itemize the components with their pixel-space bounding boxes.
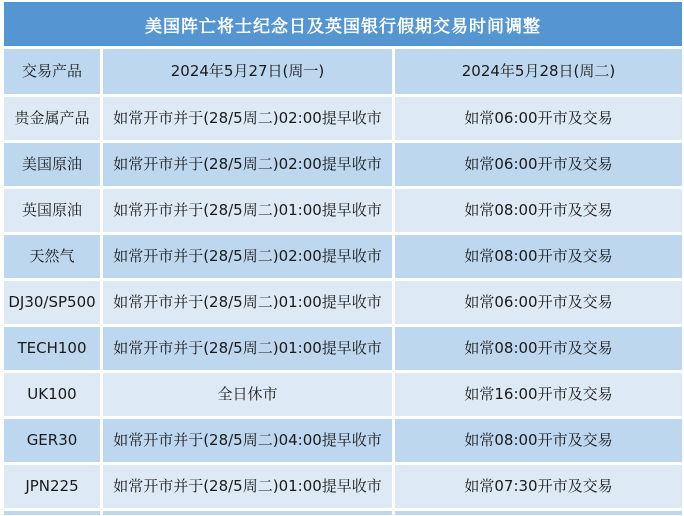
table-title: 美国阵亡将士纪念日及英国银行假期交易时间调整 <box>4 2 682 46</box>
product-cell: UK100 <box>4 373 100 416</box>
table-row-uk-oil <box>4 189 682 232</box>
monday-cell: 如常开市并于(28/5周二)01:00提早收市 <box>103 281 392 324</box>
product-cell: JPN225 <box>4 465 100 508</box>
product-cell: DJ30/SP500 <box>4 281 100 324</box>
table-row-us-oil <box>4 143 682 186</box>
product-cell: TECH100 <box>4 327 100 370</box>
table-header-row <box>4 49 682 94</box>
table-row-precious-metals <box>4 97 682 140</box>
table-row-ger30 <box>4 419 682 462</box>
table-row-jpn225 <box>4 465 682 508</box>
monday-cell: 如常开市并于(28/5周二)01:00提早收市 <box>103 465 392 508</box>
tuesday-cell: 如常06:00开市及交易 <box>395 97 682 140</box>
cutoff-next-row <box>4 511 682 515</box>
monday-cell: 如常开市并于(28/5周二)02:00提早收市 <box>103 97 392 140</box>
product-cell: 贵金属产品 <box>4 97 100 140</box>
tuesday-cell: 如常08:00开市及交易 <box>395 235 682 278</box>
table-row-natural-gas <box>4 235 682 278</box>
tuesday-cell: 如常08:00开市及交易 <box>395 189 682 232</box>
monday-cell: 如常开市并于(28/5周二)02:00提早收市 <box>103 235 392 278</box>
trading-hours-table <box>4 2 682 515</box>
product-cell: 美国原油 <box>4 143 100 186</box>
tuesday-cell: 如常07:30开市及交易 <box>395 465 682 508</box>
product-cell: 天然气 <box>4 235 100 278</box>
monday-cell: 如常开市并于(28/5周二)01:00提早收市 <box>103 327 392 370</box>
header-tuesday-date: 2024年5月28日(周二) <box>395 49 682 94</box>
monday-cell: 如常开市并于(28/5周二)01:00提早收市 <box>103 189 392 232</box>
tuesday-cell: 如常08:00开市及交易 <box>395 327 682 370</box>
header-monday-date: 2024年5月27日(周一) <box>103 49 392 94</box>
tuesday-cell: 如常06:00开市及交易 <box>395 281 682 324</box>
tuesday-cell: 如常16:00开市及交易 <box>395 373 682 416</box>
tuesday-cell: 如常08:00开市及交易 <box>395 419 682 462</box>
table-row-tech100 <box>4 327 682 370</box>
product-cell: 英国原油 <box>4 189 100 232</box>
table-row-uk100 <box>4 373 682 416</box>
tuesday-cell: 如常06:00开市及交易 <box>395 143 682 186</box>
table-row-dj30-sp500 <box>4 281 682 324</box>
monday-cell: 如常开市并于(28/5周二)02:00提早收市 <box>103 143 392 186</box>
monday-cell: 如常开市并于(28/5周二)04:00提早收市 <box>103 419 392 462</box>
product-cell: GER30 <box>4 419 100 462</box>
monday-cell: 全日休市 <box>103 373 392 416</box>
header-product: 交易产品 <box>4 49 100 94</box>
